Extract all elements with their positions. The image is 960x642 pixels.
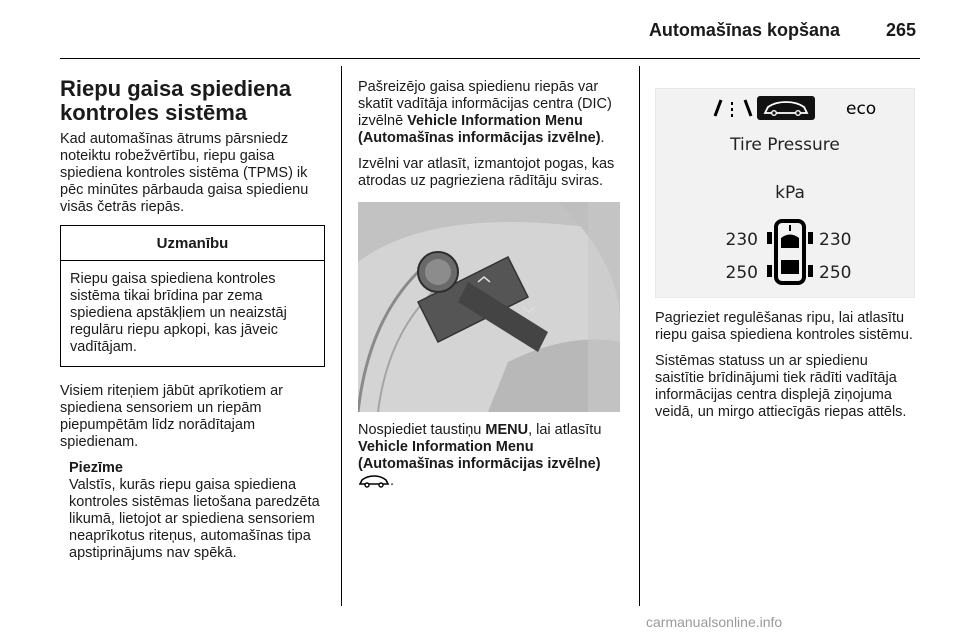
paragraph-adjust-wheel: Pagrieziet regulēšanas ripu, lai atlasītu riepu gaisa spiediena kontroles sistēmu. bbox=[655, 310, 913, 343]
paragraph-dic-menu: Pašreizējo gaisa spiedienu riepās var skatīt vadītāja informācijas centra (DIC) izvēlnē Vehicle Information Menu (Automašīnas informācijas izvēlne). bbox=[358, 79, 612, 146]
display-unit: kPa bbox=[775, 183, 805, 203]
page-number: 265 bbox=[885, 20, 916, 40]
column-divider-1 bbox=[341, 66, 342, 606]
note-body: Valstīs, kurās riepu gaisa spiediena kontroles sistēmas lietošana paredzēta likumā, lietojot ar spiediena sensoriem neaprīkotus riteņus, automašīnas tipa apstiprinājums nav spēkā. bbox=[69, 477, 320, 561]
column-3 bbox=[655, 78, 920, 430]
rear-left-pressure: 250 bbox=[725, 263, 758, 283]
header-rule bbox=[60, 58, 920, 59]
vehicle-menu-car-icon bbox=[358, 474, 390, 488]
intro-paragraph: Kad automašīnas ātrums pārsniedz noteiktu robežvērtību, riepu gaisa spiediena kontroles sistēma (TPMS) ik pēc minūtes pārbauda gaisa spiedienu visās četrās riepās. bbox=[60, 131, 309, 215]
watermark: carmanualsonline.info bbox=[646, 614, 783, 630]
eco-indicator: eco bbox=[846, 99, 877, 119]
column-1 bbox=[60, 77, 325, 562]
warning-box bbox=[60, 225, 325, 367]
warning-title: Uzmanību bbox=[61, 226, 324, 261]
column-2 bbox=[358, 79, 626, 499]
note-block bbox=[60, 460, 325, 562]
front-left-pressure: 230 bbox=[725, 230, 758, 250]
paragraph-warnings: Sistēmas statuss un ar spiedienu saistītie brīdinājumi tiek rādīti vadītāja informācijas centra displejā ziņojuma veidā, un mirgo attiecīgās riepas attēls. bbox=[655, 353, 907, 420]
warning-body: Riepu gaisa spiediena kontroles sistēma tikai brīdina par zema spiediena apstākļiem un neaizstāj regulāru riepu apkopi, kas jāveic vadītājam. bbox=[70, 271, 287, 355]
paragraph-sensors: Visiem riteņiem jābūt aprīkotiem ar spiediena sensoriem un riepām piepumpētām līdz norādītajam spiedienam. bbox=[60, 383, 283, 450]
section-heading: Riepu gaisa spiediena kontroles sistēma bbox=[60, 76, 292, 125]
note-title: Piezīme bbox=[69, 460, 123, 476]
display-title: Tire Pressure bbox=[730, 135, 840, 155]
column-divider-2 bbox=[639, 66, 640, 606]
rear-right-pressure: 250 bbox=[819, 263, 852, 283]
turn-signal-lever-photo bbox=[358, 202, 620, 412]
paragraph-press-menu: Nospiediet taustiņu MENU, lai atlasītu Vehicle Information Menu (Automašīnas informācijas izvēlne) . bbox=[358, 422, 602, 489]
front-right-pressure: 230 bbox=[819, 230, 852, 250]
tire-pressure-display bbox=[655, 88, 915, 298]
running-header-title: Automašīnas kopšana bbox=[648, 20, 840, 40]
vehicle-icon-highlighted bbox=[757, 96, 815, 120]
paragraph-buttons: Izvēlni var atlasīt, izmantojot pogas, kas atrodas uz pagrieziena rādītāju sviras. bbox=[358, 156, 615, 189]
